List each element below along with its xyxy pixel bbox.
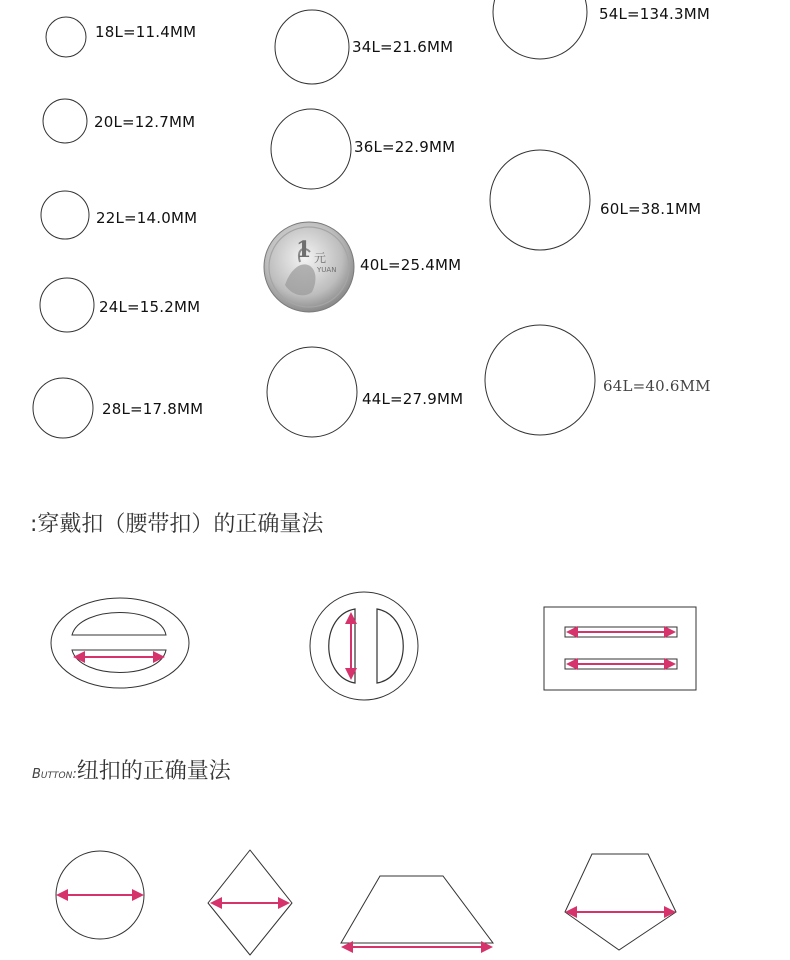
size-label-20L: 20L=12.7MM bbox=[94, 113, 196, 131]
size-label-28L: 28L=17.8MM bbox=[102, 400, 204, 418]
buckle-section-title: :穿戴扣（腰带扣）的正确量法 bbox=[30, 512, 324, 537]
size-circle-54L bbox=[493, 0, 587, 59]
size-label-34L: 34L=21.6MM bbox=[352, 38, 454, 56]
trapezoid-button-diagram bbox=[341, 876, 493, 947]
button-section-heading: 纽扣的正确量法 bbox=[76, 759, 231, 784]
size-circle-44L bbox=[267, 347, 357, 437]
size-circle-64L bbox=[485, 325, 595, 435]
size-circle-34L bbox=[275, 10, 349, 84]
size-label-24L: 24L=15.2MM bbox=[99, 298, 201, 316]
size-circle-24L bbox=[40, 278, 94, 332]
size-circle-60L bbox=[490, 150, 590, 250]
rectangle-buckle-diagram bbox=[544, 607, 696, 690]
size-label-44L: 44L=27.9MM bbox=[362, 390, 464, 408]
size-label-60L: 60L=38.1MM bbox=[600, 200, 702, 218]
size-label-54L: 54L=134.3MM bbox=[599, 5, 711, 23]
size-circle-20L bbox=[43, 99, 87, 143]
size-label-22L: 22L=14.0MM bbox=[96, 209, 198, 227]
coin-image bbox=[264, 222, 354, 312]
oval-buckle-diagram bbox=[51, 598, 189, 688]
coin-digit: 1 bbox=[296, 237, 312, 263]
size-label-18L: 18L=11.4MM bbox=[95, 23, 197, 41]
size-circle-22L bbox=[41, 191, 89, 239]
size-circle-28L bbox=[33, 378, 93, 438]
size-label-64L: 64L=40.6MM bbox=[603, 377, 711, 395]
button-section-title bbox=[32, 754, 231, 785]
diamond-button-diagram bbox=[208, 850, 292, 955]
size-label-40L: 40L=25.4MM bbox=[360, 256, 462, 274]
circle-button-diagram bbox=[56, 851, 144, 939]
coin-char: 元 bbox=[314, 251, 327, 265]
round-buckle-diagram bbox=[310, 592, 418, 700]
coin-text: YUAN bbox=[317, 266, 337, 274]
size-circle-18L bbox=[46, 17, 86, 57]
button-section-prefix: Button: bbox=[32, 767, 77, 782]
size-circle-36L bbox=[271, 109, 351, 189]
size-label-36L: 36L=22.9MM bbox=[354, 138, 456, 156]
pentagon-button-diagram bbox=[565, 854, 676, 950]
